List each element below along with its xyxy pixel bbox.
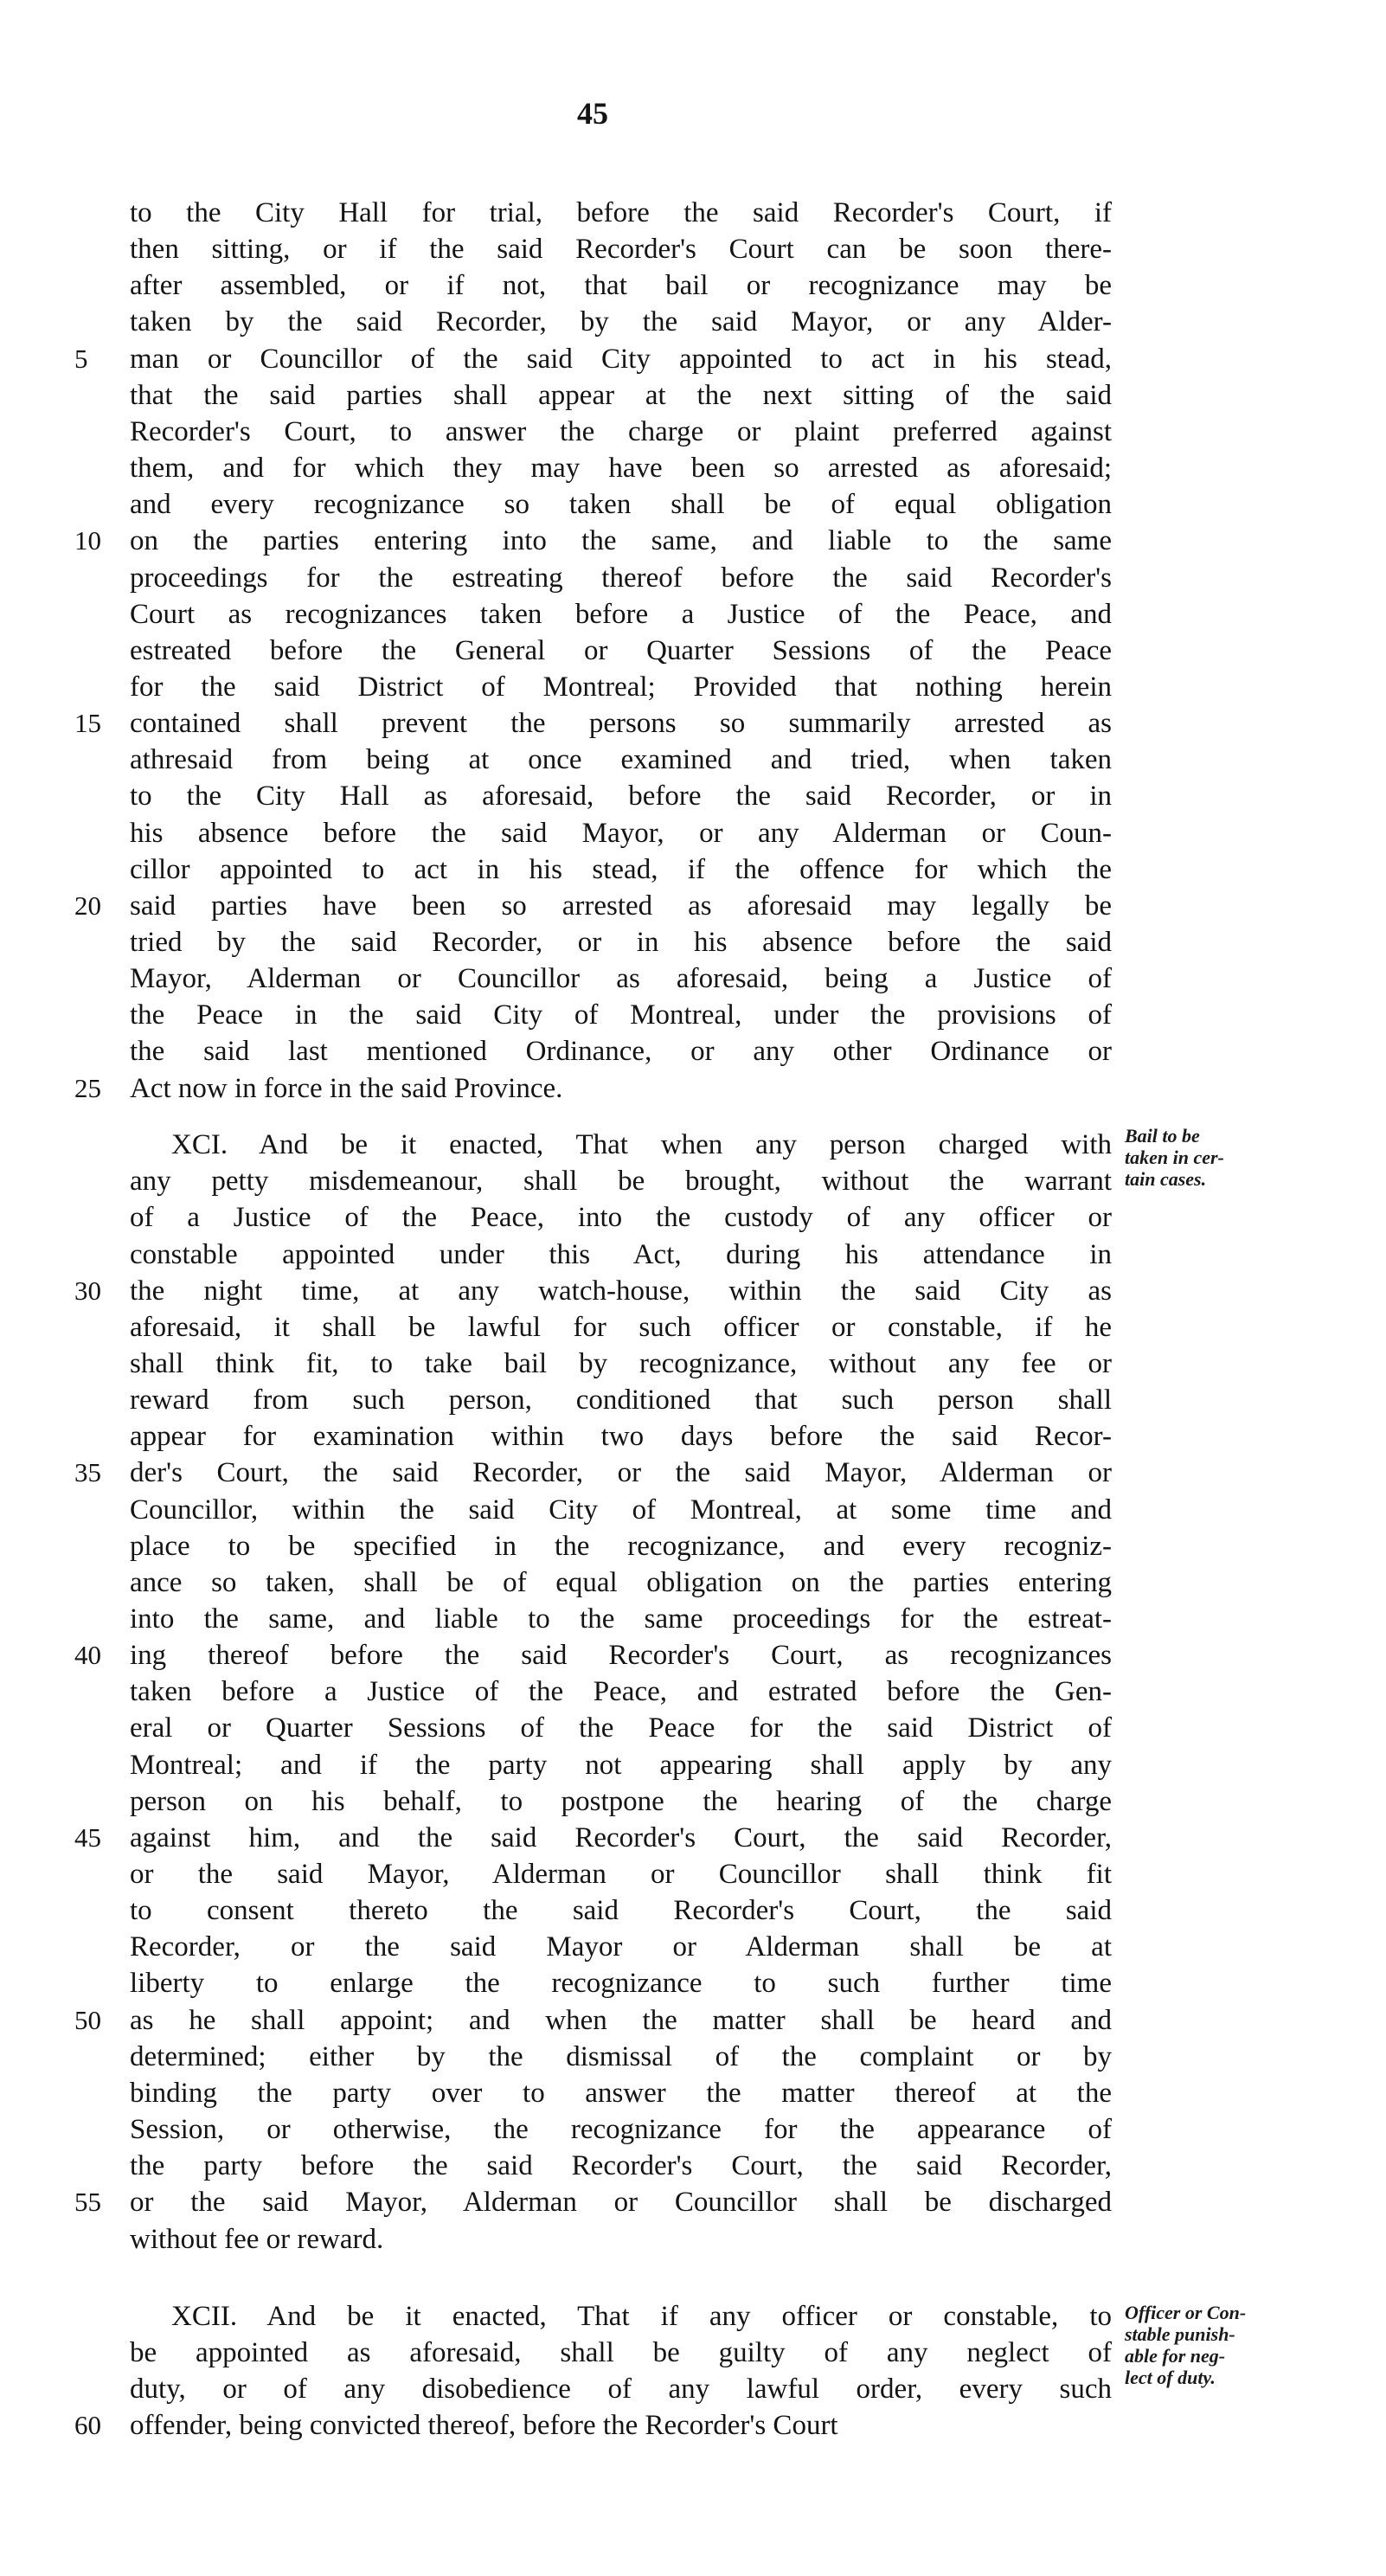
text-line: them, and for which they may have been so arrested as aforesaid; bbox=[130, 453, 1112, 484]
line-number: 45 bbox=[74, 1821, 101, 1853]
text-line: to the City Hall as aforesaid, before the said Recorder, or in bbox=[130, 781, 1112, 813]
text-line: constable appointed under this Act, during his attendance in bbox=[130, 1238, 1112, 1270]
text-line: ance so taken, shall be of equal obligation on the parties entering bbox=[130, 1566, 1112, 1598]
text-line: to the City Hall for trial, before the said Recorder's Court, if bbox=[130, 197, 1112, 228]
text-line: as he shall appoint; and when the matter shall be heard and bbox=[130, 2004, 1112, 2036]
line-number: 30 bbox=[74, 1275, 101, 1306]
margin-note-line: Officer or Con- bbox=[1125, 2302, 1247, 2323]
margin-note-line: lect of duty. bbox=[1125, 2367, 1216, 2388]
text-line: without fee or reward. bbox=[130, 2223, 384, 2255]
margin-note bbox=[1125, 1125, 1272, 1190]
text-line: proceedings for the estreating thereof before the said Recorder's bbox=[130, 562, 1112, 594]
line-number: 35 bbox=[74, 1457, 101, 1488]
text-line: Mayor, Alderman or Councillor as aforesaid, being a Justice of bbox=[130, 963, 1112, 995]
text-line: contained shall prevent the persons so summarily arrested as bbox=[130, 708, 1112, 740]
text-line: the night time, at any watch-house, within the said City as bbox=[130, 1275, 1112, 1307]
text-line: after assembled, or if not, that bail or recognizance may be bbox=[130, 270, 1112, 302]
text-line: the said last mentioned Ordinance, or any other Ordinance or bbox=[130, 1036, 1112, 1068]
margin-note-line: able for neg- bbox=[1125, 2345, 1226, 2367]
margin-note-line: Bail to be bbox=[1125, 1125, 1200, 1147]
text-line: then sitting, or if the said Recorder's Court can be soon there- bbox=[130, 234, 1112, 266]
text-line: Session, or otherwise, the recognizance for the appearance of bbox=[130, 2114, 1112, 2146]
text-line: against him, and the said Recorder's Court, the said Recorder, bbox=[130, 1821, 1112, 1853]
text-line: and every recognizance so taken shall be of equal obligation bbox=[130, 489, 1112, 521]
text-line: athresaid from being at once examined and tried, when taken bbox=[130, 744, 1112, 776]
text-line: Act now in force in the said Province. bbox=[130, 1072, 563, 1104]
text-line: offender, being convicted thereof, before the Recorder's Court bbox=[130, 2410, 838, 2442]
text-line: for the said District of Montreal; Provided that nothing herein bbox=[130, 671, 1112, 703]
text-line: determined; either by the dismissal of the complaint or by bbox=[130, 2040, 1112, 2072]
page-number: 45 bbox=[577, 96, 608, 131]
text-line: ing thereof before the said Recorder's Court, as recognizances bbox=[130, 1640, 1112, 1672]
line-number: 5 bbox=[74, 343, 88, 374]
text-line: taken by the said Recorder, by the said Mayor, or any Alder- bbox=[130, 306, 1112, 338]
text-line: taken before a Justice of the Peace, and estrated before the Gen- bbox=[130, 1676, 1112, 1708]
text-line: Montreal; and if the party not appearing shall apply by any bbox=[130, 1749, 1112, 1781]
margin-note-line: tain cases. bbox=[1125, 1168, 1207, 1190]
text-line: Recorder, or the said Mayor or Alderman shall be at bbox=[130, 1931, 1112, 1963]
text-line: place to be specified in the recognizance, and every recogniz- bbox=[130, 1530, 1112, 1562]
text-line: liberty to enlarge the recognizance to such further time bbox=[130, 1968, 1112, 2000]
text-line: Court as recognizances taken before a Justice of the Peace, and bbox=[130, 598, 1112, 630]
text-line: any petty misdemeanour, shall be brought, without the warrant bbox=[130, 1166, 1112, 1198]
line-number: 50 bbox=[74, 2004, 101, 2035]
text-line: binding the party over to answer the matter thereof at the bbox=[130, 2077, 1112, 2109]
text-line: tried by the said Recorder, or in his absence before the said bbox=[130, 927, 1112, 958]
margin-note-line: taken in cer- bbox=[1125, 1147, 1224, 1168]
line-number: 60 bbox=[74, 2410, 101, 2441]
text-line: Councillor, within the said City of Montreal, at some time and bbox=[130, 1494, 1112, 1526]
text-line: aforesaid, it shall be lawful for such officer or constable, if he bbox=[130, 1311, 1112, 1343]
line-number: 20 bbox=[74, 890, 101, 921]
margin-note-line: stable punish- bbox=[1125, 2323, 1235, 2345]
text-line: appear for examination within two days before the said Recor- bbox=[130, 1421, 1112, 1453]
line-number: 15 bbox=[74, 708, 101, 739]
text-line: said parties have been so arrested as aforesaid may legally be bbox=[130, 890, 1112, 922]
text-line: on the parties entering into the same, and liable to the same bbox=[130, 525, 1112, 557]
text-line: XCI. And be it enacted, That when any person charged with bbox=[171, 1129, 1112, 1160]
text-line: cillor appointed to act in his stead, if the offence for which the bbox=[130, 853, 1112, 885]
text-line: person on his behalf, to postpone the hearing of the charge bbox=[130, 1785, 1112, 1817]
margin-note bbox=[1125, 2302, 1272, 2388]
text-line: eral or Quarter Sessions of the Peace for the said District of bbox=[130, 1712, 1112, 1744]
text-line: the Peace in the said City of Montreal, under the provisions of bbox=[130, 999, 1112, 1031]
line-number: 55 bbox=[74, 2187, 101, 2218]
text-line: estreated before the General or Quarter Sessions of the Peace bbox=[130, 634, 1112, 666]
text-line: or the said Mayor, Alderman or Councillor shall be discharged bbox=[130, 2187, 1112, 2219]
text-line: of a Justice of the Peace, into the custody of any officer or bbox=[130, 1202, 1112, 1234]
text-line: Recorder's Court, to answer the charge or plaint preferred against bbox=[130, 415, 1112, 447]
text-line: the party before the said Recorder's Court, the said Recorder, bbox=[130, 2150, 1112, 2182]
text-line: man or Councillor of the said City appointed to act in his stead, bbox=[130, 343, 1112, 375]
line-number: 25 bbox=[74, 1072, 101, 1103]
text-line: shall think fit, to take bail by recognizance, without any fee or bbox=[130, 1347, 1112, 1379]
text-line: his absence before the said Mayor, or any Alderman or Coun- bbox=[130, 817, 1112, 849]
text-line: be appointed as aforesaid, shall be guilty of any neglect of bbox=[130, 2337, 1112, 2369]
text-line: XCII. And be it enacted, That if any officer or constable, to bbox=[171, 2301, 1112, 2332]
text-line: reward from such person, conditioned that such person shall bbox=[130, 1384, 1112, 1416]
text-line: or the said Mayor, Alderman or Councillor shall think fit bbox=[130, 1859, 1112, 1890]
line-number: 40 bbox=[74, 1640, 101, 1671]
text-line: duty, or of any disobedience of any lawful order, every such bbox=[130, 2374, 1112, 2406]
text-line: into the same, and liable to the same proceedings for the estreat- bbox=[130, 1603, 1112, 1635]
line-number: 10 bbox=[74, 525, 101, 556]
text-line: that the said parties shall appear at the next sitting of the said bbox=[130, 379, 1112, 411]
text-line: der's Court, the said Recorder, or the said Mayor, Alderman or bbox=[130, 1457, 1112, 1489]
text-line: to consent thereto the said Recorder's Court, the said bbox=[130, 1895, 1112, 1927]
